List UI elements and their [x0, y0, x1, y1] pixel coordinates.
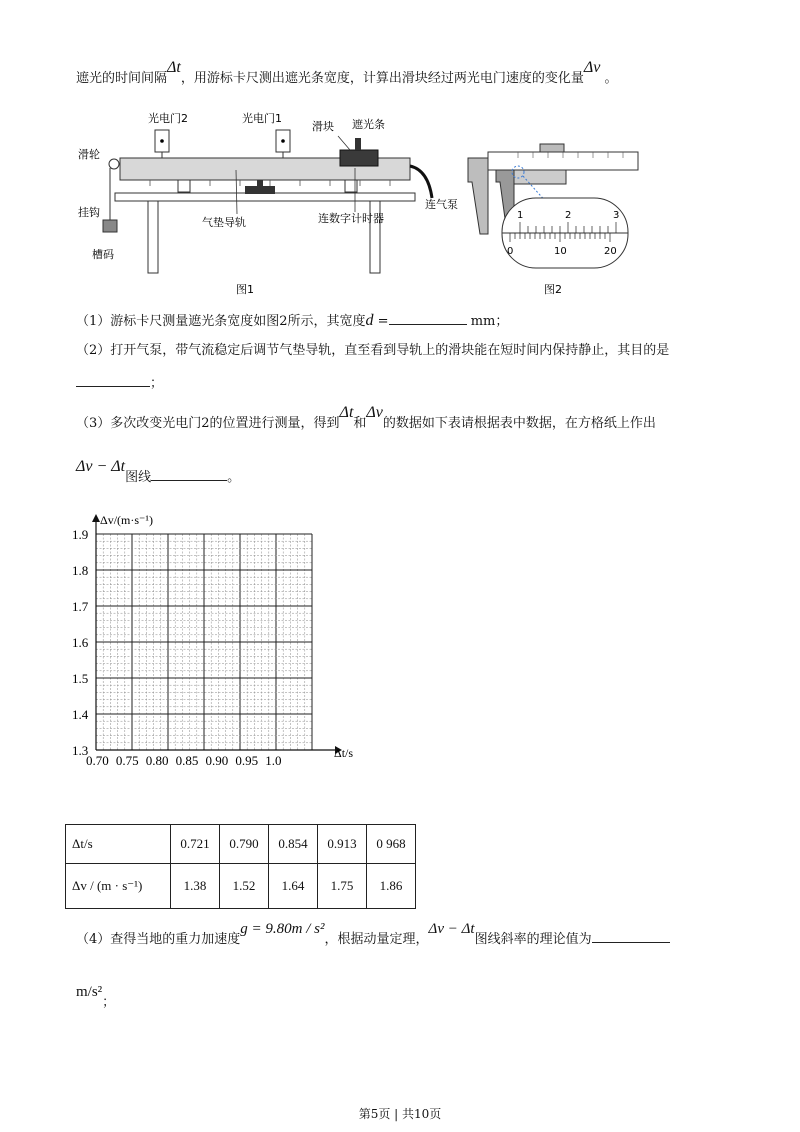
question-4-unit: [76, 982, 116, 1010]
intro-text-b: ，用游标卡尺测出遮光条宽度，计算出滑块经过两光电门速度的变化量: [180, 71, 584, 86]
q3-answer-blank[interactable]: [151, 466, 227, 481]
question-2: [76, 341, 669, 361]
label-pump: 连气泵: [425, 198, 458, 211]
table-cell: 1.86: [367, 864, 416, 909]
q1-eq: =: [373, 314, 389, 329]
x-tick-label: 1.0: [265, 753, 282, 768]
figure1-caption: 图1: [236, 283, 254, 296]
question-2-answer: [76, 372, 163, 394]
hanging-weight: [103, 220, 117, 232]
question-4: [76, 921, 670, 950]
table-cell: 0.721: [171, 825, 220, 864]
y-tick-label: 1.8: [72, 563, 89, 578]
q2-end: ；: [150, 376, 164, 391]
table-cell: 0.854: [269, 825, 318, 864]
y-tick-label: 1.3: [72, 743, 89, 758]
intro-end: 。: [604, 71, 618, 86]
y-tick-label: 1.7: [72, 599, 89, 614]
label-hook: 挂钩: [78, 206, 100, 219]
y-tick-label: 1.9: [72, 527, 89, 542]
table-header-dv: Δv / (m · s⁻¹): [66, 864, 171, 909]
x-tick-label: 0.75: [115, 753, 139, 768]
question-3: [76, 404, 656, 434]
x-tick-label: 0.85: [175, 753, 199, 768]
y-tick-label: 1.4: [72, 707, 89, 722]
x-tick-label: 0.70: [86, 753, 109, 768]
main-scale-label-1: 1: [517, 210, 524, 221]
q4-graph-var: Δv − Δt: [428, 921, 475, 937]
intro-dv-symbol: Δv: [583, 59, 601, 76]
q3-dv-symbol: Δv: [366, 404, 383, 421]
y-axis-arrow: [92, 514, 100, 522]
q3-and: 和: [353, 416, 367, 431]
table-cell: 0 968: [367, 825, 416, 864]
pulley: [109, 159, 119, 169]
label-slider: 滑块: [312, 120, 334, 133]
table-row-dv: [66, 864, 416, 909]
q4-text-b: ，根据动量定理，: [324, 932, 429, 947]
label-shade: 遮光条: [352, 118, 385, 131]
q3-end: 。: [227, 470, 241, 485]
table-cell: 1.64: [269, 864, 318, 909]
figure2-caption: 图2: [544, 283, 562, 296]
q3-text-b: 的数据如下表请根据表中数据，在方格纸上作出: [382, 416, 656, 431]
footer-page: 第5页: [358, 1107, 391, 1121]
y-tick-label: 1.5: [72, 671, 89, 686]
table-leg-left: [148, 201, 158, 273]
table-cell: 0.790: [220, 825, 269, 864]
x-tick-label: 0.90: [205, 753, 229, 768]
vernier-label-0: 0: [507, 246, 514, 257]
intro-dt-symbol: Δt: [167, 59, 181, 76]
table-cell: 1.75: [318, 864, 367, 909]
caliper-fixed-jaw: [468, 158, 488, 234]
q1-text: （1）游标卡尺测量遮光条宽度如图2所示，其宽度: [76, 314, 366, 329]
y-tick-label: 1.6: [72, 635, 89, 650]
label-gate2: 光电门2: [148, 112, 188, 125]
question-1: [76, 310, 508, 332]
label-pulley: 滑轮: [78, 148, 100, 161]
table-cell: 0.913: [318, 825, 367, 864]
table-cell: 1.38: [171, 864, 220, 909]
q4-text-c: 图线斜率的理论值为: [474, 932, 592, 947]
q3-text-a: （3）多次改变光电门2的位置进行测量，得到: [76, 416, 340, 431]
x-axis-label: Δt/s: [334, 746, 354, 760]
q4-answer-blank[interactable]: [592, 928, 670, 943]
label-timer: 连数字计时器: [318, 212, 384, 225]
q3-dt-symbol: Δt: [339, 404, 354, 421]
question-3-line2: [76, 458, 241, 488]
footer-separator: |: [394, 1107, 399, 1121]
grid-lines: [96, 534, 312, 750]
main-scale-label-2: 2: [565, 210, 572, 221]
q2-text: （2）打开气泵，带气流稳定后调节气垫导轨，直至看到导轨上的滑块能在短时间内保持静止，其目的是: [76, 343, 670, 358]
label-gate1: 光电门1: [242, 112, 282, 125]
intro-text-a: 遮光的时间间隔: [76, 71, 168, 86]
q3-graph-var: Δv − Δt: [76, 458, 126, 475]
vernier-label-10: 10: [554, 246, 567, 257]
main-scale-label-3: 3: [613, 210, 620, 221]
vernier-label-20: 20: [604, 246, 617, 257]
label-track: 气垫导轨: [202, 216, 246, 229]
q1-var-d: d: [365, 312, 374, 329]
page-footer: [0, 1104, 800, 1124]
intro-line: [76, 59, 618, 89]
table-header-dt: Δt/s: [66, 825, 171, 864]
q3-graph-word: 图线: [125, 470, 152, 485]
q4-g-expression: g = 9.80m / s²: [240, 921, 325, 937]
q4-text-a: （4）查得当地的重力加速度: [76, 932, 241, 947]
figure1-apparatus-diagram: [70, 108, 458, 298]
table-cell: 1.52: [220, 864, 269, 909]
q1-answer-blank[interactable]: [389, 310, 467, 325]
graph-paper[interactable]: [68, 510, 358, 772]
q1-unit: mm；: [470, 314, 509, 329]
label-weight: 槽码: [92, 248, 114, 261]
x-tick-label: 0.80: [145, 753, 169, 768]
x-tick-label: 0.95: [235, 753, 259, 768]
q4-unit: m/s²: [76, 984, 103, 1000]
data-table: [65, 824, 416, 909]
table-top: [115, 193, 415, 201]
q4-end: ；: [102, 995, 116, 1010]
slider-block: [340, 150, 378, 166]
y-axis-label: Δv/(m·s⁻¹): [100, 513, 153, 527]
figure2-caliper-diagram: [458, 122, 638, 294]
table-row-dt: [66, 825, 416, 864]
q2-answer-blank[interactable]: [76, 372, 150, 387]
footer-total: 共10页: [402, 1107, 442, 1121]
